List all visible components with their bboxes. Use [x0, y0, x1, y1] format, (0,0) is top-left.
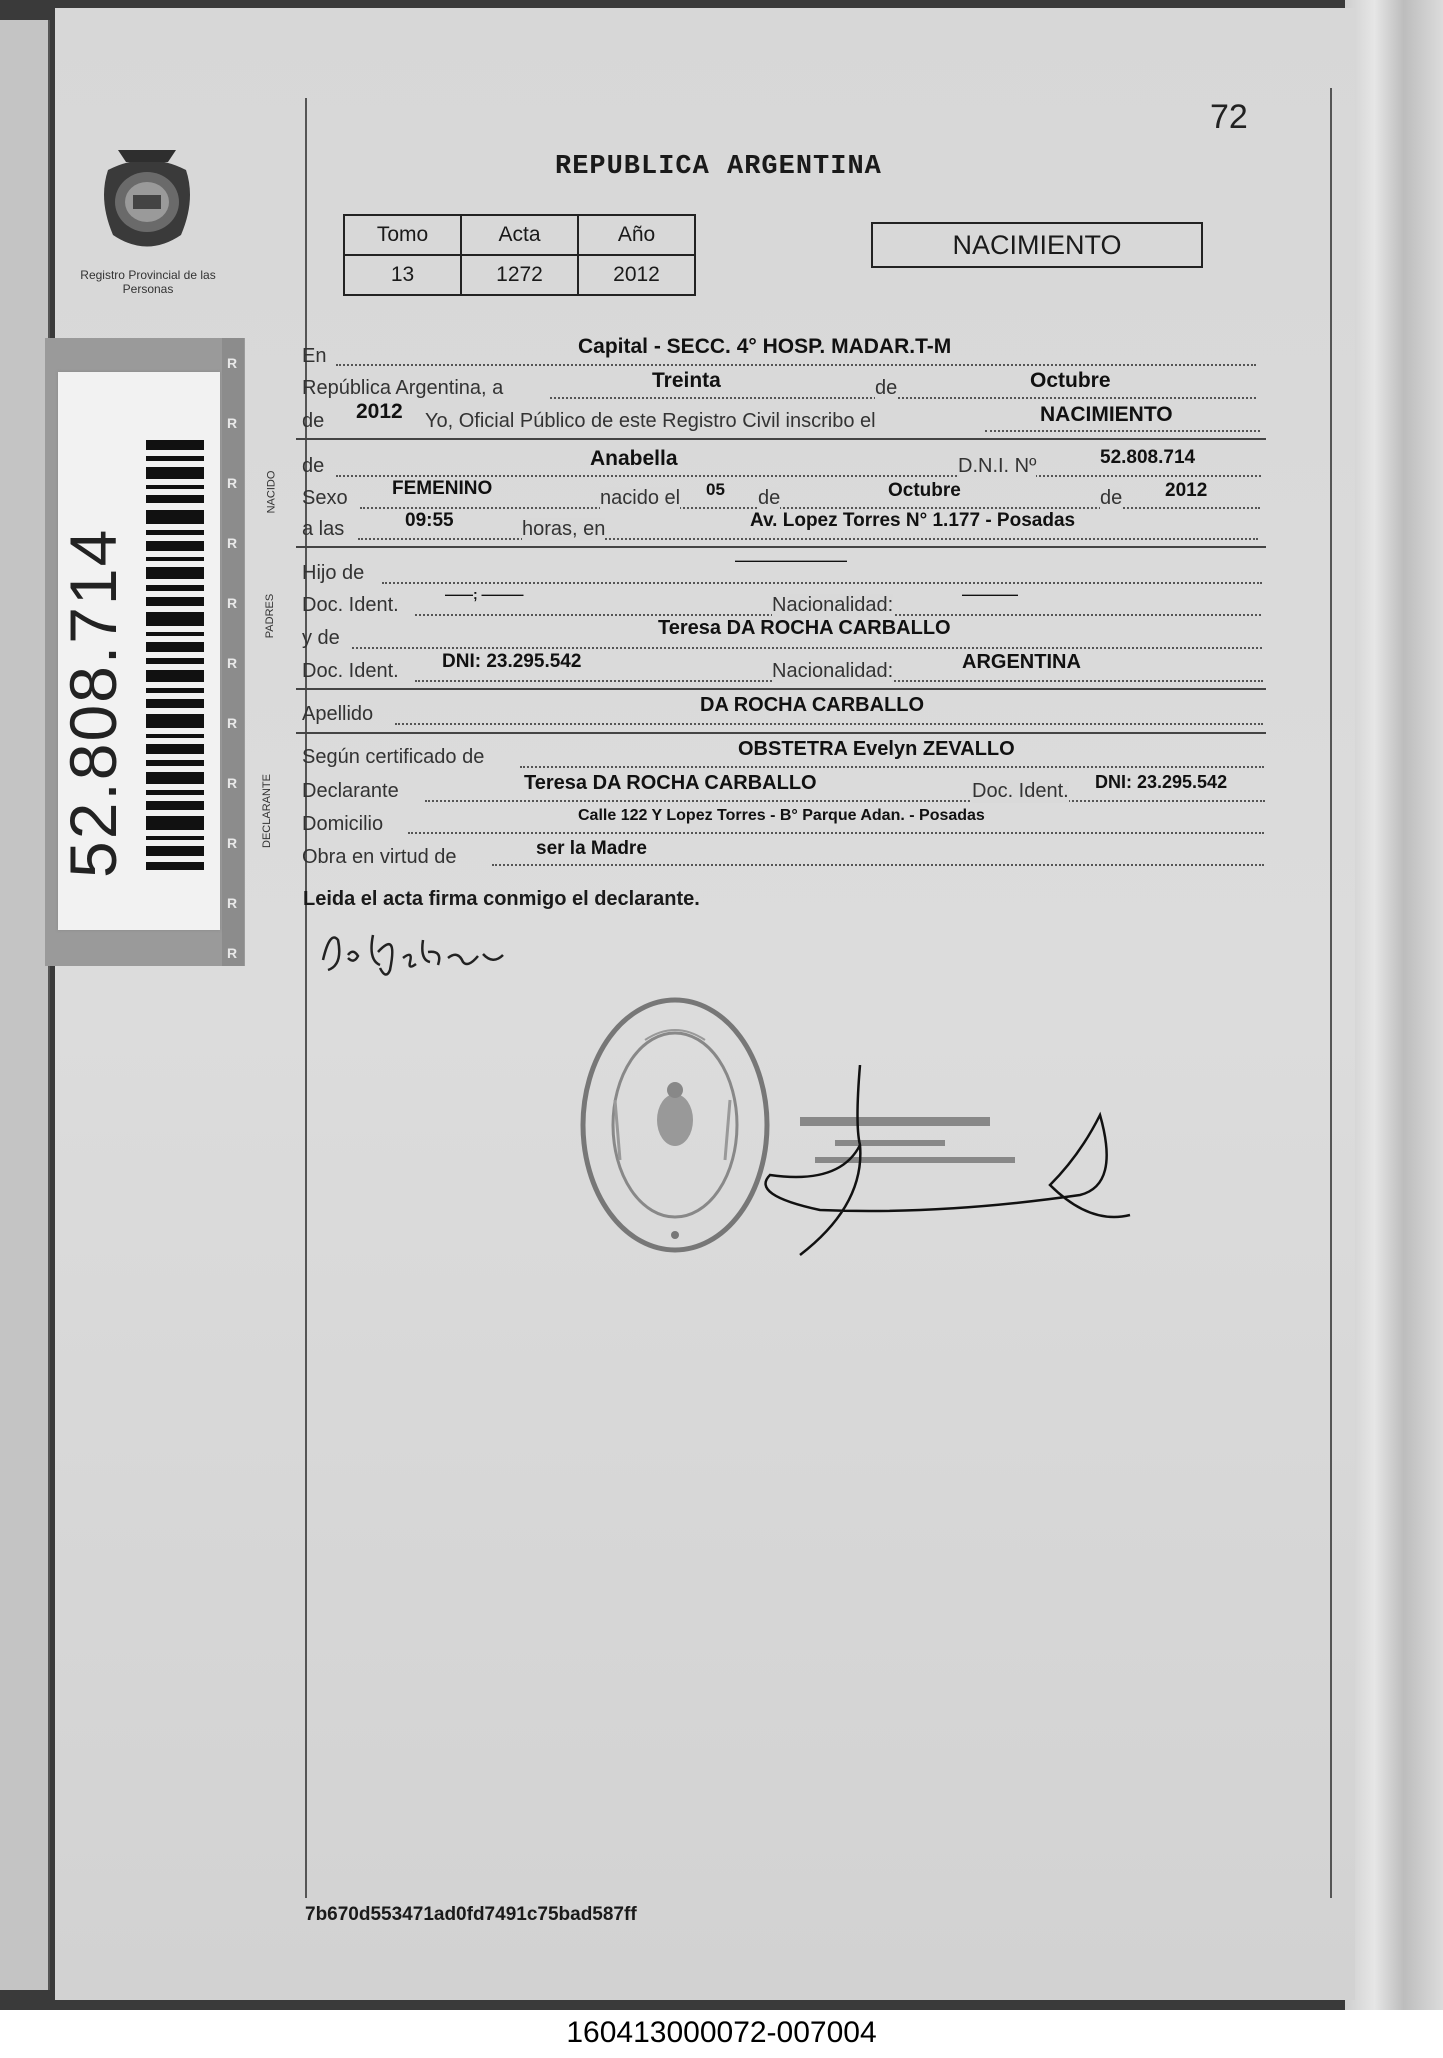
apellido-value: DA ROCHA CARBALLO — [700, 694, 925, 716]
de-label: de — [875, 377, 898, 399]
svg-text:R: R — [227, 595, 238, 611]
separator — [296, 546, 1266, 548]
svg-text:R: R — [227, 415, 238, 431]
svg-text:R: R — [227, 715, 238, 731]
dotted-line — [360, 507, 1260, 509]
child-dni-value: 52.808.714 — [1100, 447, 1196, 468]
separator — [296, 732, 1266, 734]
dotted-line — [425, 800, 1265, 802]
de-year-label: de — [302, 410, 325, 432]
doc-ident-1-label: Doc. Ident. — [302, 594, 399, 616]
margin-line — [305, 98, 307, 1898]
security-pattern — [222, 338, 244, 966]
svg-text:R: R — [227, 775, 238, 791]
birth-day-value: 05 — [706, 480, 725, 499]
header-tomo: Tomo — [344, 215, 461, 255]
declarant-signature — [318, 920, 518, 990]
republica-label: República Argentina, a — [302, 377, 504, 399]
header-acta: Acta — [461, 215, 578, 255]
svg-text:R: R — [227, 895, 238, 911]
domicilio-label: Domicilio — [302, 813, 384, 835]
declarante-doc-label: Doc. Ident. — [972, 780, 1069, 802]
nacido-de-label: de — [302, 455, 325, 477]
declarante-label: Declarante — [302, 780, 399, 802]
mother-value: Teresa DA ROCHA CARBALLO — [658, 617, 951, 639]
declarante-side-label: DECLARANTE — [260, 774, 273, 848]
nacido-side-label: NACIDO — [265, 470, 278, 514]
month-value: Octubre — [1030, 369, 1111, 392]
horas-label: horas, en — [522, 518, 606, 540]
nacionalidad-1-label: Nacionalidad: — [772, 594, 894, 616]
padres-side-label: PADRES — [264, 593, 277, 639]
record-type-box: NACIMIENTO — [871, 222, 1203, 268]
certificado-label: Según certificado de — [302, 746, 485, 768]
child-name-value: Anabella — [590, 447, 678, 470]
barcode-icon — [146, 440, 204, 870]
value-tomo: 13 — [344, 255, 461, 295]
right-margin-line — [1330, 88, 1332, 1898]
mother-doc-value: DNI: 23.295.542 — [442, 651, 582, 672]
dotted-line — [336, 475, 1261, 477]
domicilio-value: Calle 122 Y Lopez Torres - B° Parque Adan. - Posadas — [578, 807, 985, 824]
footer-id: 160413000072-007004 — [566, 2016, 877, 2049]
value-acta: 1272 — [461, 255, 578, 295]
svg-text:R: R — [227, 475, 238, 491]
sexo-value: FEMENINO — [392, 478, 493, 499]
dotted-line — [492, 864, 1264, 866]
sexo-label: Sexo — [302, 487, 348, 509]
day-words-value: Treinta — [652, 369, 721, 392]
page-number: 72 — [1210, 98, 1248, 136]
father-nationality-value: ———— — [962, 586, 1018, 602]
separator — [296, 688, 1266, 690]
dotted-line — [352, 647, 1262, 649]
de-label: de — [1100, 487, 1123, 509]
dotted-line — [520, 766, 1264, 768]
official-signature — [760, 1065, 1140, 1260]
record-table — [343, 214, 696, 296]
svg-text:R: R — [227, 655, 238, 671]
dotted-line — [358, 538, 1258, 540]
obra-label: Obra en virtud de — [302, 846, 457, 868]
value-ano: 2012 — [578, 255, 695, 295]
en-value: Capital - SECC. 4° HOSP. MADAR.T-M — [578, 335, 952, 358]
right-book-edge — [1345, 0, 1443, 2010]
left-book-edge — [0, 20, 50, 1990]
dotted-line — [985, 430, 1260, 432]
inscribo-value: NACIMIENTO — [1040, 403, 1173, 426]
separator — [296, 438, 1266, 440]
declarante-value: Teresa DA ROCHA CARBALLO — [524, 772, 817, 794]
header-ano: Año — [578, 215, 695, 255]
nacido-el-label: nacido el — [600, 487, 681, 509]
doc-ident-2-label: Doc. Ident. — [302, 660, 399, 682]
y-de-label: y de — [302, 627, 340, 649]
svg-text:R: R — [227, 355, 238, 371]
obra-value: ser la Madre — [536, 838, 647, 859]
registry-name: Registro Provincial de las Personas — [80, 268, 216, 296]
certificado-value: OBSTETRA Evelyn ZEVALLO — [738, 738, 1015, 760]
nacionalidad-2-label: Nacionalidad: — [772, 660, 894, 682]
svg-text:R: R — [227, 835, 238, 851]
provincial-emblem-icon — [88, 140, 206, 260]
birth-year-value: 2012 — [1165, 480, 1208, 501]
dotted-line — [336, 364, 1256, 366]
en-label: En — [302, 345, 327, 367]
mother-nationality-value: ARGENTINA — [962, 651, 1081, 673]
svg-text:R: R — [227, 535, 238, 551]
dotted-line — [408, 832, 1264, 834]
country-heading: REPUBLICA ARGENTINA — [555, 152, 882, 182]
svg-text:R: R — [227, 945, 238, 961]
father-doc-value: ——; ——— — [445, 586, 524, 602]
apellido-label: Apellido — [302, 703, 374, 725]
year-value: 2012 — [356, 400, 403, 423]
dotted-line — [395, 723, 1263, 725]
birth-place-value: Av. Lopez Torres N° 1.177 - Posadas — [750, 510, 1076, 531]
a-las-label: a las — [302, 518, 345, 540]
birth-time-value: 09:55 — [405, 510, 454, 531]
de-label: de — [758, 487, 781, 509]
dotted-line — [382, 582, 1262, 584]
vertical-dni-number: 52.808.714 — [56, 527, 130, 878]
oficial-text: Yo, Oficial Público de este Registro Civil inscribo el — [425, 410, 876, 432]
official-seal — [575, 990, 775, 1260]
dotted-line — [550, 397, 1256, 399]
birth-month-value: Octubre — [888, 480, 961, 501]
hijo-de-label: Hijo de — [302, 562, 365, 584]
closing-statement: Leida el acta firma conmigo el declarante. — [303, 888, 700, 910]
document-hash: 7b670d553471ad0fd7491c75bad587ff — [305, 1904, 637, 1925]
father-value: ———————— — [735, 552, 847, 568]
dni-label: D.N.I. Nº — [958, 455, 1037, 477]
declarante-doc-value: DNI: 23.295.542 — [1095, 772, 1228, 792]
